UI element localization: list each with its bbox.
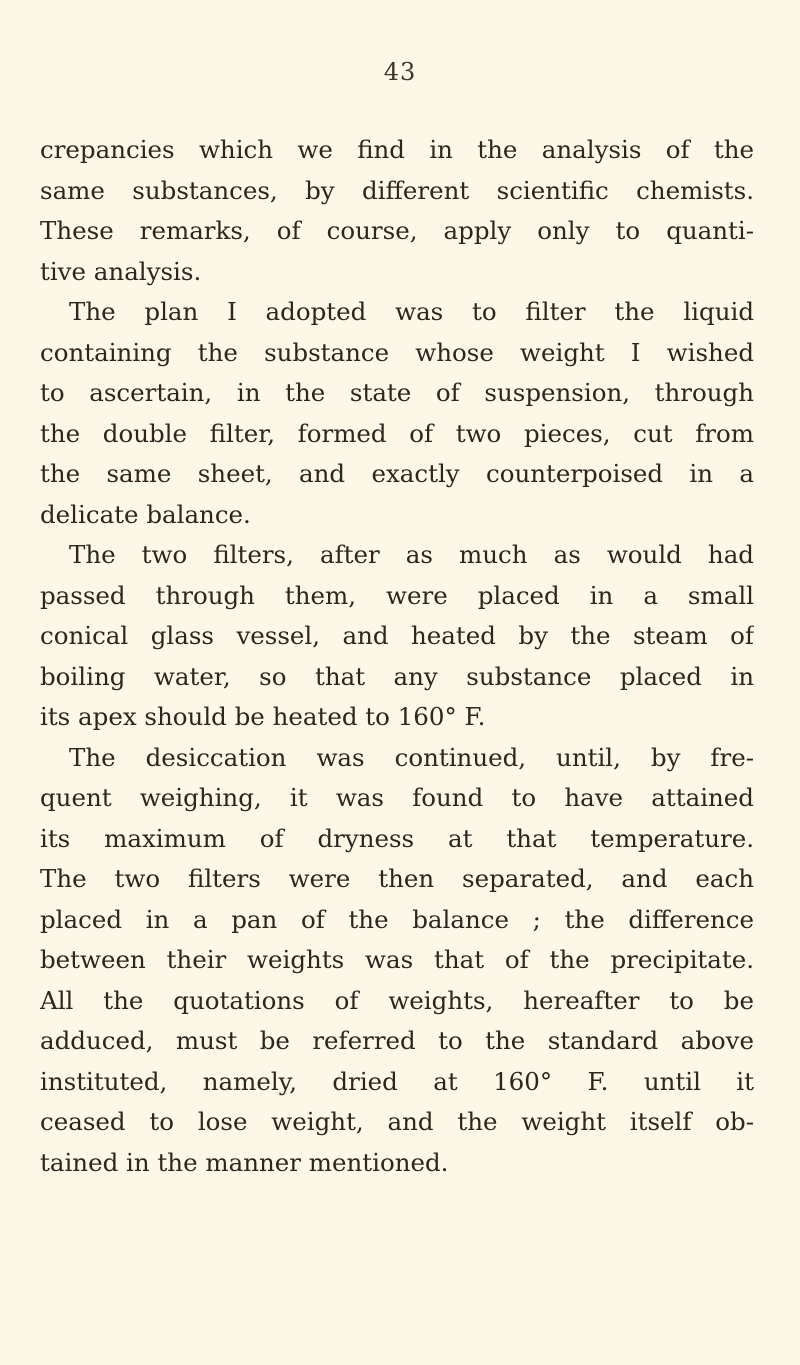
- text-line: All the quotations of weights, hereafter to be: [40, 985, 754, 1015]
- text-line: containing the substance whose weight I wished: [40, 337, 754, 367]
- text-line: adduced, must be referred to the standard above: [40, 1026, 754, 1055]
- text-line: same substances, by different scientific chemists.: [40, 175, 754, 205]
- text-line: between their weights was that of the precipitate.: [40, 945, 754, 974]
- text-line: to ascertain, in the state of suspension, through: [40, 378, 754, 407]
- text-line: The two filters were then separated, and each: [40, 864, 754, 893]
- text-line: crepancies which we find in the analysis of the: [40, 135, 754, 164]
- text-line: delicate balance.: [40, 499, 251, 529]
- page-number: 43: [383, 58, 417, 86]
- text-line: its apex should be heated to 160° F.: [40, 702, 486, 731]
- text-line: conical glass vessel, and heated by the steam of: [40, 621, 754, 650]
- text-line: quent weighing, it was found to have attained: [40, 783, 754, 812]
- text-line: placed in a pan of the balance ; the difference: [40, 904, 754, 934]
- text-line: The plan I adopted was to filter the liquid: [69, 297, 754, 326]
- text-line: tive analysis.: [40, 256, 202, 286]
- text-line: the same sheet, and exactly counterpoised in a: [40, 459, 754, 488]
- text-line: its maximum of dryness at that temperature.: [40, 823, 754, 853]
- text-line: passed through them, were placed in a small: [40, 580, 754, 610]
- text-line: boiling water, so that any substance placed in: [40, 661, 754, 691]
- text-line: ceased to lose weight, and the weight itself ob-: [40, 1107, 754, 1136]
- text-line: The two filters, after as much as would had: [69, 540, 754, 569]
- text-line: instituted, namely, dried at 160° F. until it: [40, 1066, 754, 1096]
- text-line: These remarks, of course, apply only to quanti-: [40, 216, 754, 245]
- text-line: the double filter, formed of two pieces, cut from: [40, 418, 754, 448]
- text-line: tained in the manner mentioned.: [40, 1147, 449, 1177]
- body-text: [40, 130, 754, 1183]
- text-line: The desiccation was continued, until, by fre-: [69, 742, 754, 772]
